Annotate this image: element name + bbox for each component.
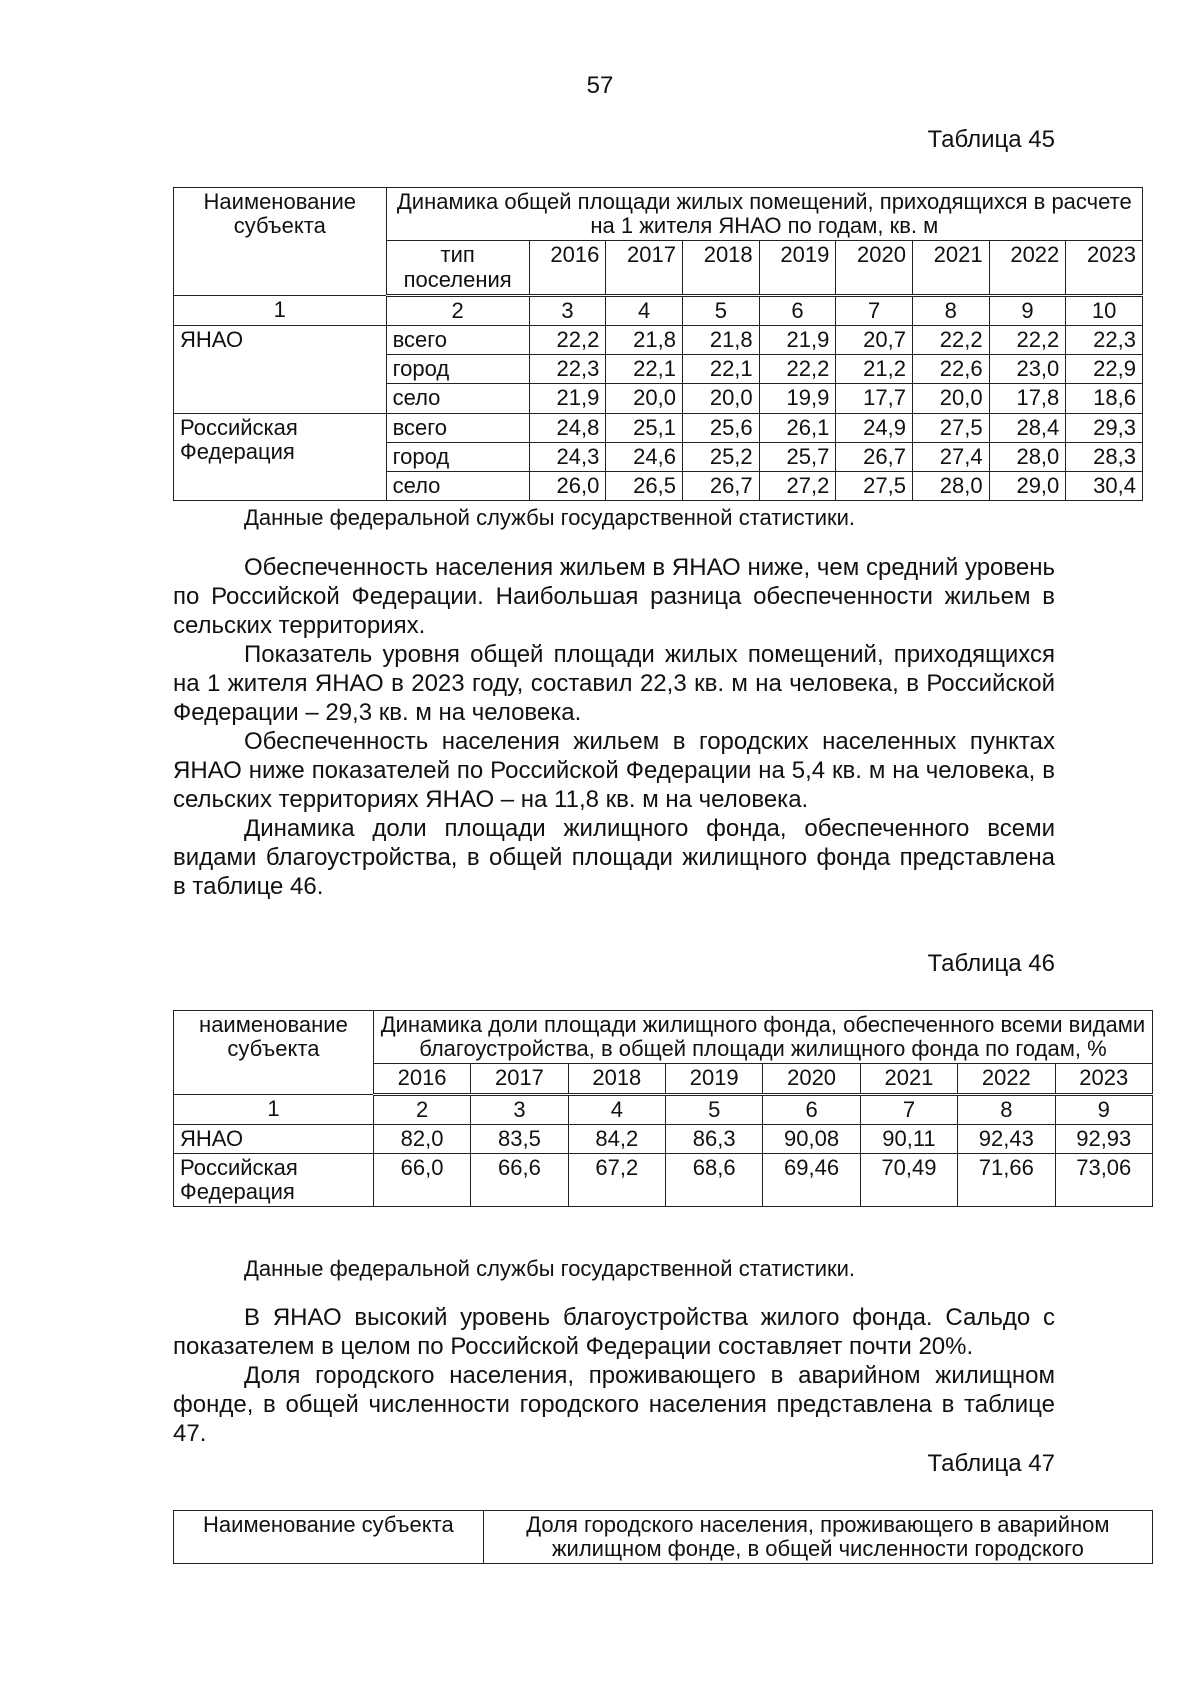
value-cell: 84,2 [568,1124,665,1153]
value-cell: 25,6 [683,413,760,442]
value-cell: 66,0 [373,1153,470,1206]
row-settlement-type: город [386,442,529,471]
table-46-caption: Таблица 46 [927,950,1055,977]
value-cell: 18,6 [1066,384,1143,413]
value-cell: 26,7 [683,471,760,500]
year-header: 2020 [763,1064,860,1094]
col-number: 5 [683,295,760,325]
row-settlement-type: село [386,384,529,413]
table-row [174,325,1143,354]
table-row [174,1153,1153,1206]
value-cell: 24,3 [529,442,606,471]
col-number: 6 [763,1094,860,1124]
source-note-2: Данные федеральной службы государственной статистики. [244,1256,856,1281]
value-cell: 21,9 [529,384,606,413]
value-cell: 92,93 [1055,1124,1152,1153]
value-cell: 29,3 [1066,413,1143,442]
paragraph: Обеспеченность населения жильем в ЯНАО ниже, чем средний уровень по Российской Федерации. Наибольшая разница обеспеченности жильем в сельских территориях. [173,554,1055,639]
year-header: 2016 [529,241,606,295]
col-number: 9 [989,295,1066,325]
row-settlement-type: всего [386,413,529,442]
value-cell: 23,0 [989,355,1066,384]
value-cell: 20,7 [836,325,913,354]
value-cell: 21,2 [836,355,913,384]
paragraphs-block-2 [173,1303,1055,1448]
value-cell: 86,3 [666,1124,763,1153]
col-number: 4 [606,295,683,325]
value-cell: 25,2 [683,442,760,471]
paragraph: Обеспеченность населения жильем в городских населенных пунктах ЯНАО ниже показателей по Российской Федерации на 5,4 кв. м на человека, в сельских территориях ЯНАО – на 11,8 кв. м на человека. [173,728,1055,813]
value-cell: 22,2 [529,325,606,354]
value-cell: 90,08 [763,1124,860,1153]
value-cell: 82,0 [373,1124,470,1153]
paragraphs-block-1 [173,553,1055,901]
col-number: 4 [568,1094,665,1124]
col-number: 5 [666,1094,763,1124]
year-header: 2016 [373,1064,470,1094]
row-subject: Российская Федерация [174,1153,374,1206]
value-cell: 22,1 [606,355,683,384]
year-header: 2022 [989,241,1066,295]
year-header: 2021 [860,1064,957,1094]
col-number: 3 [471,1094,568,1124]
table-47-head-subject: Наименование субъекта [174,1511,484,1564]
table-46 [173,1010,1153,1207]
table-47-head-main: Доля городского населения, проживающего в аварийном жилищном фонде, в общей численности городского [483,1511,1152,1564]
col-number: 1 [174,1094,374,1124]
table-46-head-main: Динамика доли площади жилищного фонда, обеспеченного всеми видами благоустройства, в общей площади жилищного фонда по годам, % [373,1011,1152,1064]
value-cell: 28,3 [1066,442,1143,471]
value-cell: 20,0 [606,384,683,413]
row-settlement-type: всего [386,325,529,354]
year-header: 2018 [568,1064,665,1094]
value-cell: 26,5 [606,471,683,500]
table-45 [173,187,1143,501]
value-cell: 73,06 [1055,1153,1152,1206]
paragraph: Доля городского населения, проживающего в аварийном жилищном фонде, в общей численности городского населения представлена в таблице 47. [173,1362,1055,1447]
value-cell: 24,8 [529,413,606,442]
value-cell: 71,66 [958,1153,1055,1206]
value-cell: 83,5 [471,1124,568,1153]
value-cell: 20,0 [683,384,760,413]
row-settlement-type: город [386,355,529,384]
value-cell: 22,2 [759,355,836,384]
table-46-head-subject: наименование субъекта [174,1011,374,1095]
page-number: 57 [586,72,614,99]
table-47 [173,1510,1153,1564]
value-cell: 22,3 [529,355,606,384]
value-cell: 28,4 [989,413,1066,442]
year-header: 2021 [912,241,989,295]
col-number: 8 [958,1094,1055,1124]
table-46-col-numbers [174,1094,1153,1124]
source-note-1: Данные федеральной службы государственной статистики. [244,505,856,530]
value-cell: 28,0 [989,442,1066,471]
col-number: 6 [759,295,836,325]
table-45-head-main: Динамика общей площади жилых помещений, приходящихся в расчете на 1 жителя ЯНАО по годам, кв. м [386,188,1142,241]
value-cell: 26,7 [836,442,913,471]
col-number: 9 [1055,1094,1152,1124]
row-subject: ЯНАО [174,1124,374,1153]
value-cell: 21,8 [606,325,683,354]
value-cell: 92,43 [958,1124,1055,1153]
table-45-head-type: тип поселения [386,241,529,295]
value-cell: 25,7 [759,442,836,471]
value-cell: 17,7 [836,384,913,413]
value-cell: 22,2 [912,325,989,354]
col-number: 7 [860,1094,957,1124]
table-45-head-subject: Наименование субъекта [174,188,387,296]
value-cell: 22,2 [989,325,1066,354]
value-cell: 26,0 [529,471,606,500]
year-header: 2019 [666,1064,763,1094]
col-number: 1 [174,295,387,325]
table-47-caption: Таблица 47 [927,1450,1055,1477]
value-cell: 66,6 [471,1153,568,1206]
value-cell: 20,0 [912,384,989,413]
value-cell: 28,0 [912,471,989,500]
col-number: 7 [836,295,913,325]
value-cell: 26,1 [759,413,836,442]
year-header: 2018 [683,241,760,295]
year-header: 2023 [1055,1064,1152,1094]
value-cell: 21,8 [683,325,760,354]
paragraph: В ЯНАО высокий уровень благоустройства жилого фонда. Сальдо с показателем в целом по Российской Федерации составляет почти 20%. [173,1304,1055,1360]
value-cell: 22,9 [1066,355,1143,384]
paragraph: Показатель уровня общей площади жилых помещений, приходящихся на 1 жителя ЯНАО в 2023 году, составил 22,3 кв. м на человека, в Российской Федерации – 29,3 кв. м на человека. [173,641,1055,726]
value-cell: 19,9 [759,384,836,413]
col-number: 2 [373,1094,470,1124]
value-cell: 68,6 [666,1153,763,1206]
value-cell: 27,5 [912,413,989,442]
year-header: 2017 [471,1064,568,1094]
value-cell: 22,6 [912,355,989,384]
value-cell: 22,1 [683,355,760,384]
table-45-caption: Таблица 45 [927,126,1055,153]
year-header: 2022 [958,1064,1055,1094]
table-row [174,413,1143,442]
value-cell: 90,11 [860,1124,957,1153]
value-cell: 24,6 [606,442,683,471]
value-cell: 22,3 [1066,325,1143,354]
table-row [174,1124,1153,1153]
table-45-col-numbers [174,295,1143,325]
value-cell: 69,46 [763,1153,860,1206]
value-cell: 67,2 [568,1153,665,1206]
paragraph: Динамика доли площади жилищного фонда, обеспеченного всеми видами благоустройства, в общей площади жилищного фонда представлена в таблице 46. [173,815,1055,900]
value-cell: 70,49 [860,1153,957,1206]
col-number: 10 [1066,295,1143,325]
year-header: 2019 [759,241,836,295]
value-cell: 27,4 [912,442,989,471]
value-cell: 24,9 [836,413,913,442]
row-subject: Российская Федерация [174,413,387,501]
col-number: 3 [529,295,606,325]
year-header: 2017 [606,241,683,295]
value-cell: 17,8 [989,384,1066,413]
col-number: 2 [386,295,529,325]
row-settlement-type: село [386,471,529,500]
year-header: 2020 [836,241,913,295]
value-cell: 27,2 [759,471,836,500]
value-cell: 29,0 [989,471,1066,500]
year-header: 2023 [1066,241,1143,295]
value-cell: 25,1 [606,413,683,442]
col-number: 8 [912,295,989,325]
value-cell: 27,5 [836,471,913,500]
value-cell: 21,9 [759,325,836,354]
value-cell: 30,4 [1066,471,1143,500]
row-subject: ЯНАО [174,325,387,413]
